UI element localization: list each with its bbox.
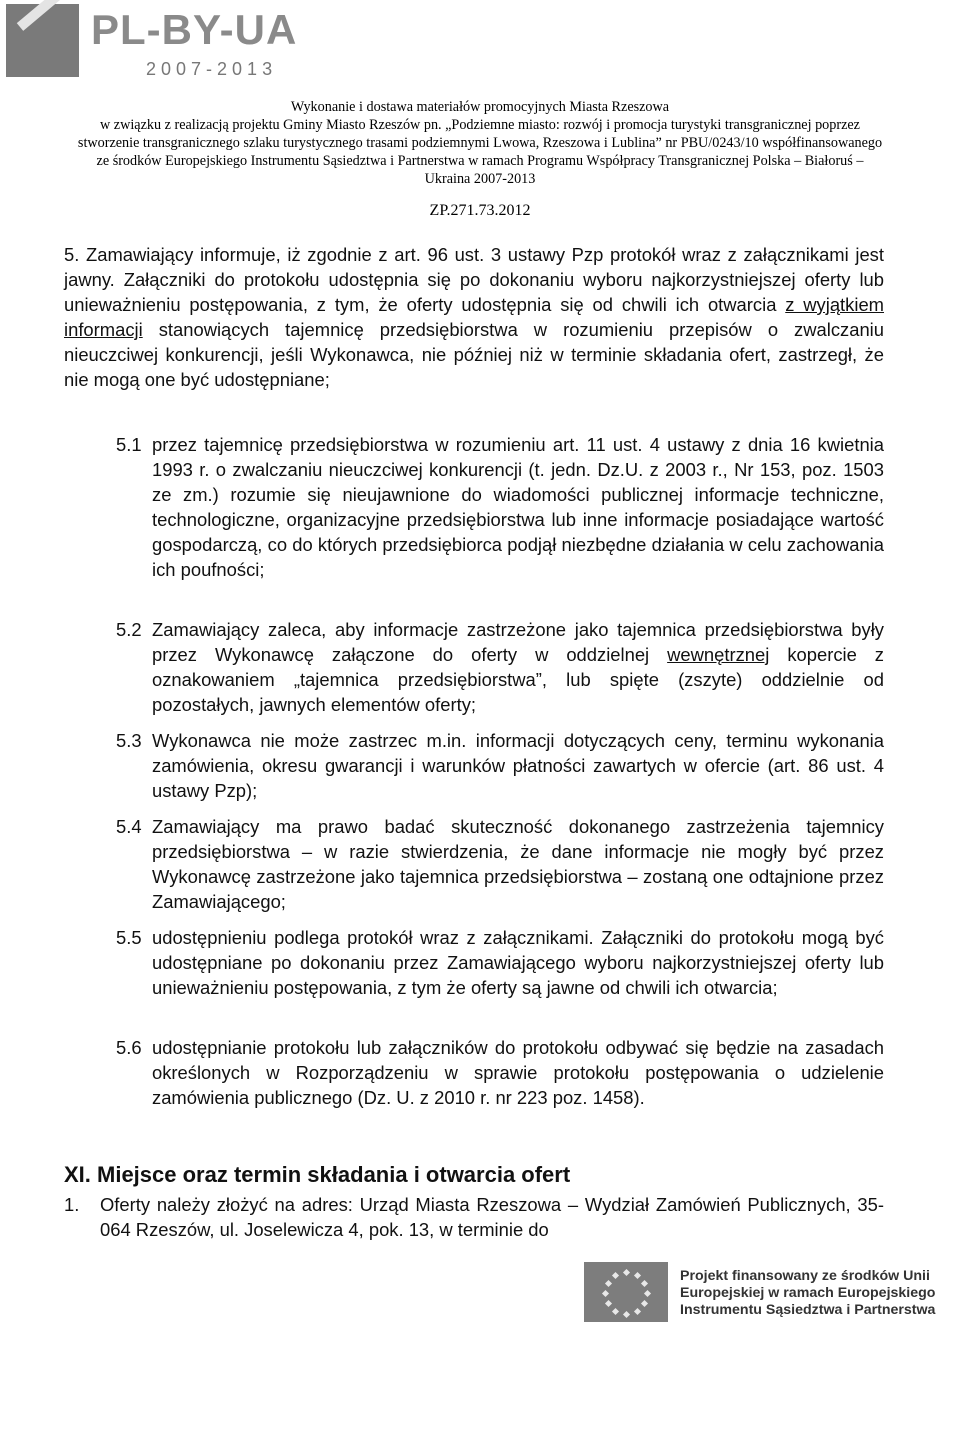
program-logo <box>6 4 326 84</box>
item-number: 5.4 <box>116 816 142 837</box>
item-text: udostępnianie protokołu lub załączników do protokołu odbywać się będzie na zasadach określonych w Rozporządzeniu w sprawie protokołu postępowania o udzielenie zamówienia publicznego (Dz. U. z 2010 r. nr 223 poz. 1458). <box>152 1037 884 1108</box>
item-number: 5.5 <box>116 927 142 948</box>
item-number: 5.3 <box>116 730 142 751</box>
eu-funding-note: Projekt finansowany ze środków Unii Europejskiej w ramach Europejskiego Instrumentu Sąsiedztwa i Partnerstwa <box>680 1268 936 1318</box>
list-item-5-6 <box>116 1035 884 1110</box>
header-line-5: Ukraina 2007-2013 <box>424 171 536 187</box>
reference-number: ZP.271.73.2012 <box>429 202 531 219</box>
header-line-4: ze środków Europejskiego Instrumentu Sąsiedztwa i Partnerstwa w ramach Programu Współpracy Transgranicznej Polska – Białoruś – <box>96 153 864 169</box>
item-number: 1. <box>64 1194 80 1215</box>
item-text: Oferty należy złożyć na adres: Urząd Miasta Rzeszowa – Wydział Zamówień Publicznych, 35-064 Rzeszów, ul. Joselewicza 4, pok. 13, w terminie do <box>100 1194 884 1240</box>
list-item-xi-1 <box>64 1192 884 1242</box>
list-item-5-4 <box>116 814 884 914</box>
list-item-5-5 <box>116 925 884 1000</box>
underlined-phrase: wewnętrznej <box>667 644 770 665</box>
logo-years: 2007-2013 <box>146 59 278 79</box>
item-text: przez tajemnicę przedsiębiorstwa w rozumieniu art. 11 ust. 4 ustawy z dnia 16 kwietnia 1993 r. o zwalczaniu nieuczciwej konkurencji (t. jedn. Dz.U. z 2003 r., Nr 153, poz. 1503 ze zm.) rozumie się nieujawnione do wiadomości publicznej informacje techniczne, technologiczne, organizacyjne przedsiębiorstwa lub inne informacje posiadające wartość gospodarczą, co do których przedsiębiorca podjął niezbędne działania w celu zachowania ich poufności; <box>152 434 884 580</box>
list-item-5-3 <box>116 728 884 803</box>
item-number: 5.1 <box>116 434 142 455</box>
list-item-5-1 <box>116 432 884 582</box>
section-heading: XI. Miejsce oraz termin składania i otwarcia ofert <box>64 1162 571 1187</box>
underlined-phrase: z wyjątkiem informacji <box>64 294 884 340</box>
header-line-1: Wykonanie i dostawa materiałów promocyjnych Miasta Rzeszowa <box>290 99 670 115</box>
header-line-3: stworzenie transgranicznego szlaku turystycznego trasami podziemnymi Lwowa, Rzeszowa i Lublina” nr PBU/0243/10 współfinansowanego <box>77 135 883 151</box>
item-text: udostępnieniu podlega protokół wraz z załącznikami. Załączniki do protokołu mogą być udostępniane po dokonaniu przez Zamawiającego wyboru najkorzystniejszej oferty lub unieważnieniu postępowania, z tym że oferty są jawne od chwili ich otwarcia; <box>152 927 884 998</box>
item-text: Wykonawca nie może zastrzec m.in. informacji dotyczących ceny, terminu wykonania zamówienia, okresu gwarancji i warunków płatności zawartych w ofercie (art. 86 ust. 4 ustawy Pzp); <box>152 730 884 801</box>
list-item-5-2 <box>116 617 884 717</box>
logo-title: PL-BY-UA <box>91 6 298 53</box>
header-line-2: w związku z realizacją projektu Gminy Miasto Rzeszów pn. „Podziemne miasto: rozwój i promocja turystyki transgranicznej poprzez <box>100 117 860 133</box>
item-number: 5.6 <box>116 1037 142 1058</box>
item-text: Zamawiający zaleca, aby informacje zastrzeżone jako tajemnica przedsiębiorstwa były przez Wykonawcę załączone do oferty w oddzielnej wewnętrznej kopercie z oznakowaniem „tajemnica przedsiębiorstwa”, lub spięte (zszyte) oddzielnie od pozostałych, jawnych elementów oferty; <box>152 619 884 715</box>
item-text: Zamawiający ma prawo badać skuteczność dokonanego zastrzeżenia tajemnicy przedsiębiorstwa – w razie stwierdzenia, że dane informacje nie mogły być przez Wykonawcę zastrzeżone jako tajemnica przedsiębiorstwa – zostaną one odtajnione przez Zamawiającego; <box>152 816 884 912</box>
logo-mark-icon <box>6 4 79 77</box>
section-5-intro: 5. Zamawiający informuje, iż zgodnie z art. 96 ust. 3 ustawy Pzp protokół wraz z załącznikami jest jawny. Załączniki do protokołu udostępnia się po dokonaniu wyboru najkorzystniejszej oferty lub unieważnieniu postępowania, z tym, że oferty udostępnia się od chwili ich otwarcia z wyjątkiem informacji stanowiących tajemnicę przedsiębiorstwa w rozumieniu przepisów o zwalczaniu nieuczciwej konkurencji, jeśli Wykonawca, nie później niż w terminie składania ofert, zastrzegł, że nie mogą one być udostępniane; <box>64 244 884 390</box>
item-number: 5.2 <box>116 619 142 640</box>
eu-flag-icon <box>584 1262 668 1322</box>
